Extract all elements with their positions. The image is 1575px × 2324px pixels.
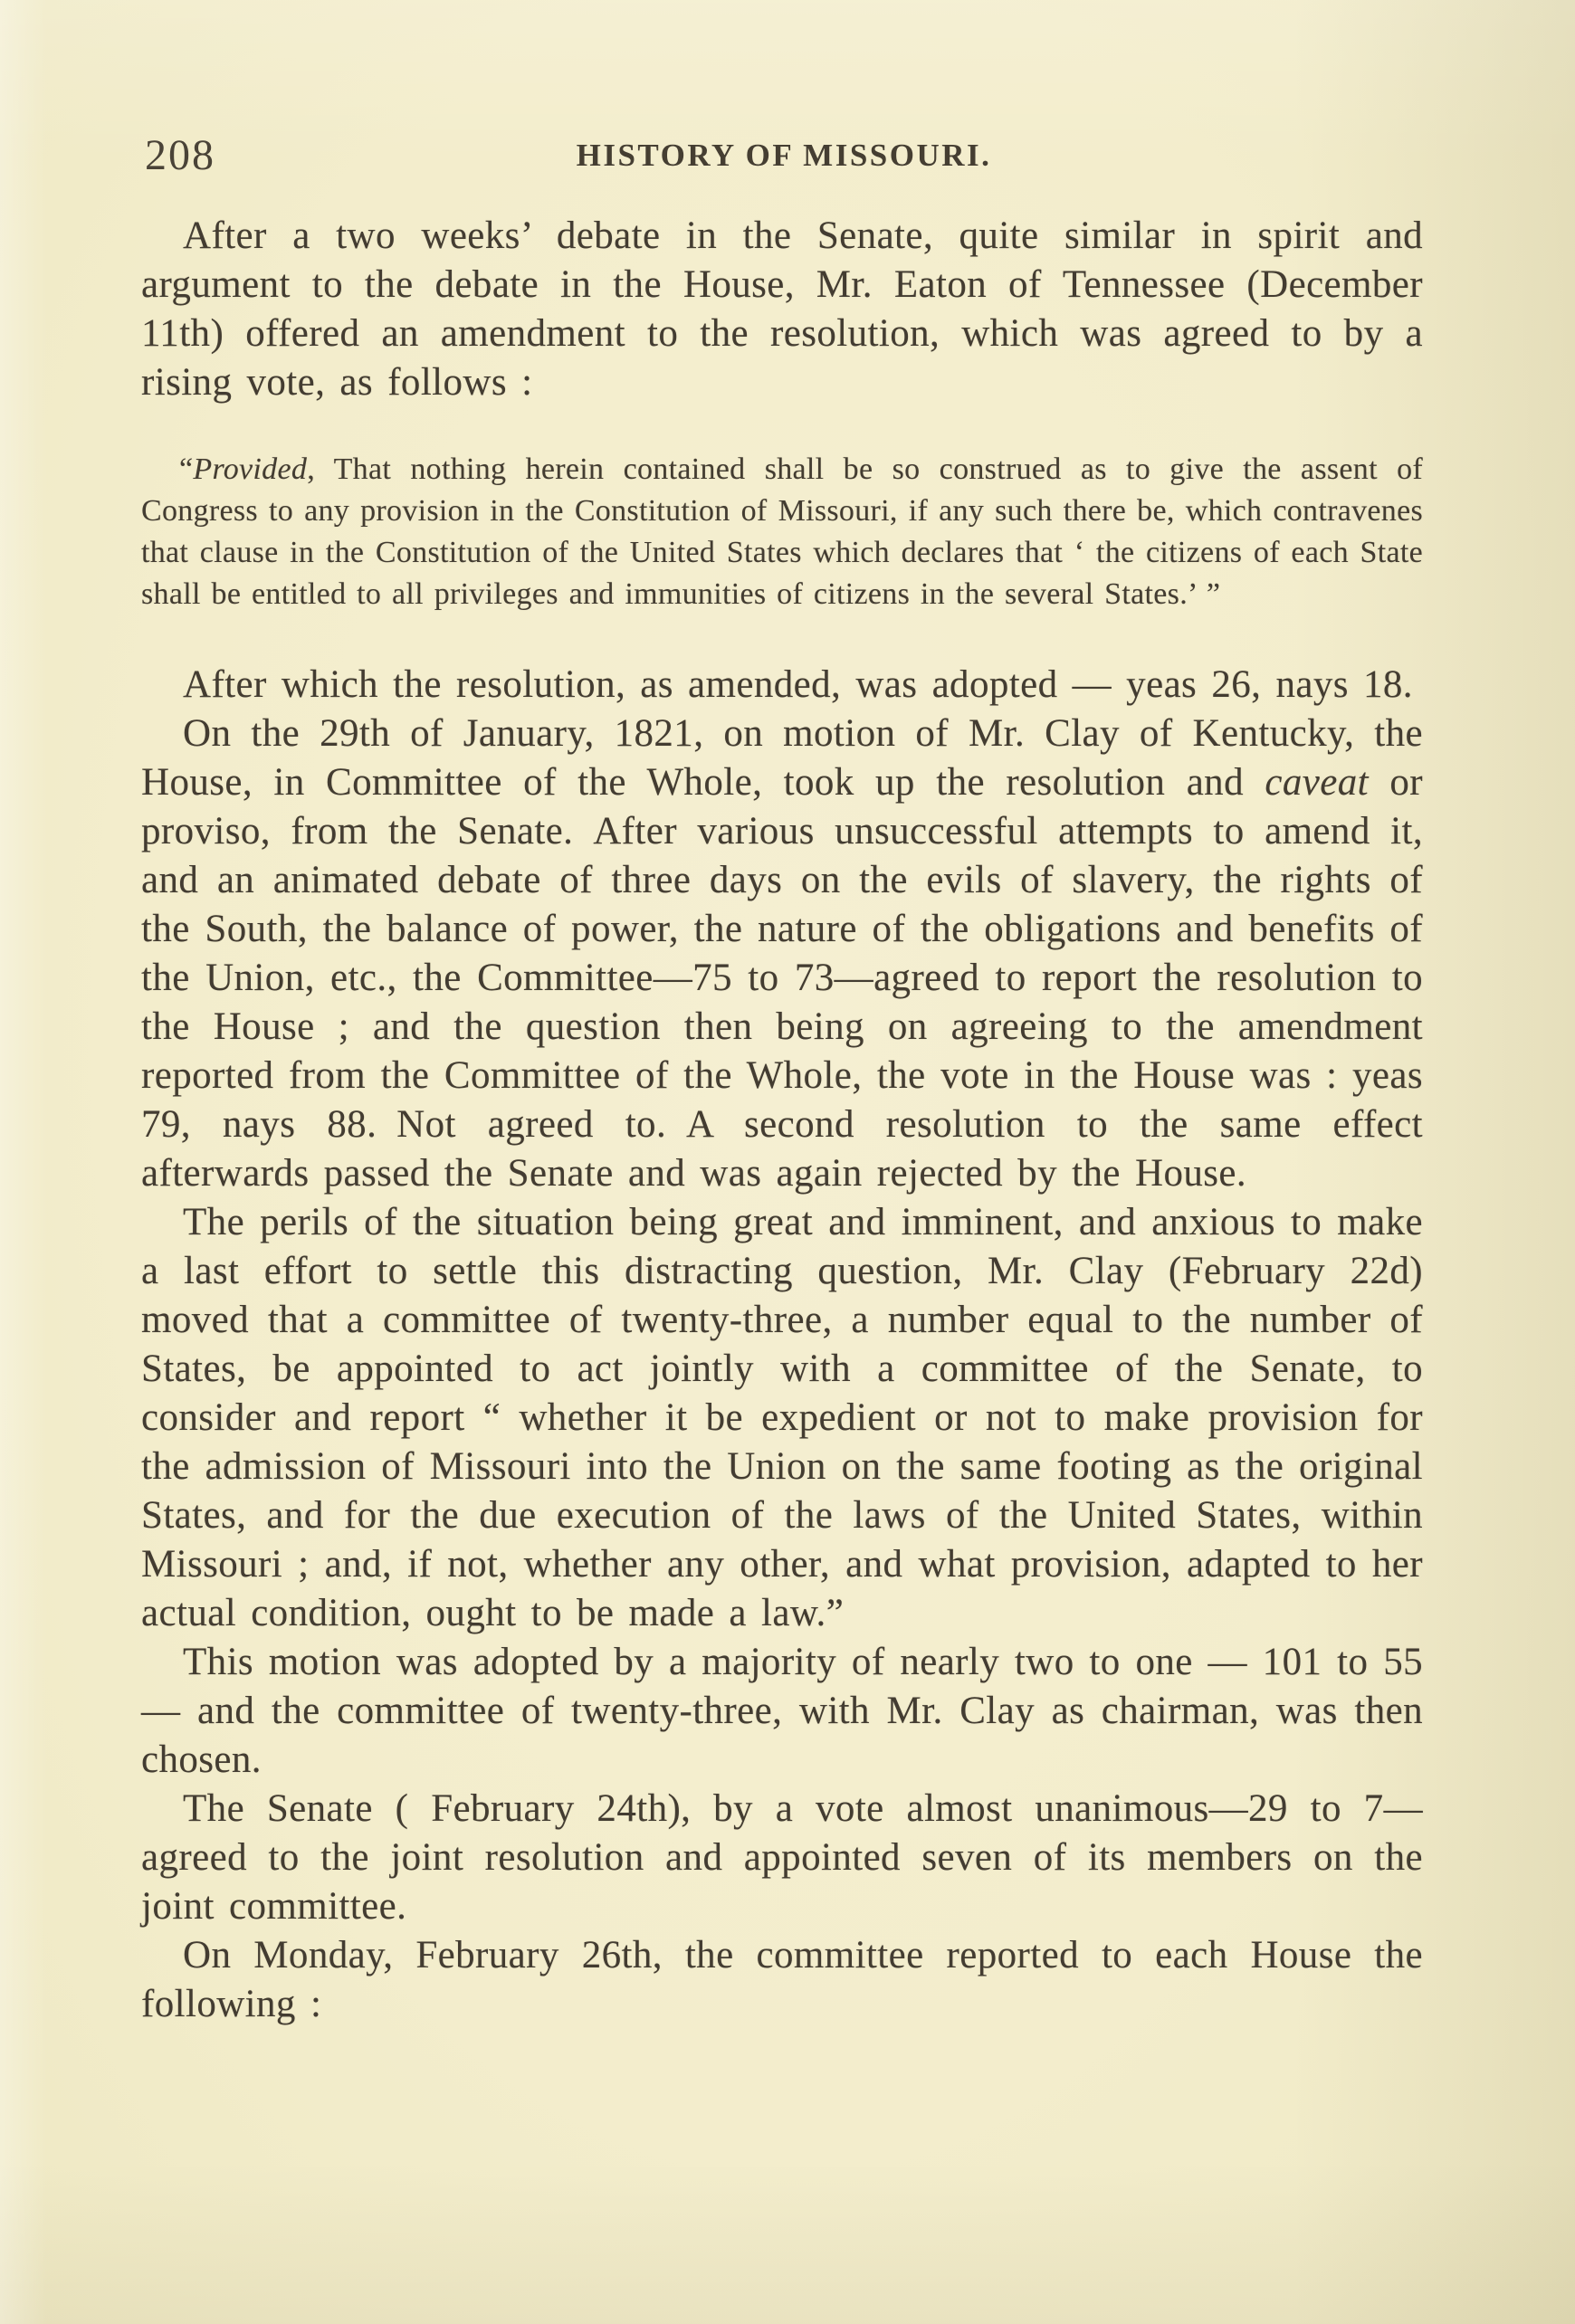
italic-text-run: caveat	[1265, 761, 1369, 804]
body-paragraph	[141, 710, 1423, 1198]
body-paragraph	[141, 1638, 1423, 1785]
text-run: or proviso, from the Senate. After various unsuccessful attempts to amend it, and an animated debate of three days on the evils of slavery, the rights of the South, the balance of power, the nature of the obligations and benefits of the Union, etc., the Committee—75 to 73—agreed to report the resolution to the House ; and the question then being on agreeing to the amendment reported from the Committee of the Whole, the vote in the House was : yeas 79, nays 88. Not agreed to. A second resolution to the same effect afterwards passed the Senate and was again rejected by the House.	[141, 761, 1423, 1195]
text-run: After which the resolution, as amended, was adopted — yeas 26, nays 18.	[183, 663, 1413, 706]
running-header: HISTORY OF MISSOURI.	[576, 138, 992, 173]
page-number: 208	[145, 131, 215, 179]
blockquote-paragraph	[141, 449, 1423, 615]
body-paragraph	[141, 212, 1423, 407]
text-run: On Monday, February 26th, the committee reported to each House the following :	[141, 1934, 1423, 2025]
italic-text-run: Provided	[193, 452, 308, 486]
body-paragraph	[141, 1785, 1423, 1931]
text-run: This motion was adopted by a majority of nearly two to one — 101 to 55 — and the committee of twenty-three, with Mr. Clay as chairman, was then chosen.	[141, 1641, 1423, 1781]
text-run: The Senate ( February 24th), by a vote almost unanimous—29 to 7—agreed to the joint resolution and appointed seven of its members on the joint committee.	[141, 1787, 1423, 1928]
text-run: The perils of the situation being great and imminent, and anxious to make a last effort to settle this distracting question, Mr. Clay (February 22d) moved that a committee of twenty-three, a number equal to the number of States, be appointed to act jointly with a committee of the Senate, to consider and report “ whether it be expedient or not to make provision for the admission of Missouri into the Union on the same footing as the original States, and for the due execution of the laws of the United States, within Missouri ; and, if not, whether any other, and what provision, adapted to her actual condition, ought to be made a law.”	[141, 1201, 1423, 1634]
text-run: “	[179, 452, 194, 486]
body-paragraph	[141, 661, 1423, 710]
text-run: , That nothing herein contained shall be so construed as to give the assent of Congress to any provision in the Constitution of Missouri, if any such there be, which contravenes that clause in the Constitution of the United States which declares that ‘ the citizens of each State shall be entitled to all privileges and immunities of citizens in the several States.’ ”	[141, 452, 1423, 611]
page-body	[141, 212, 1423, 2029]
body-paragraph	[141, 1931, 1423, 2029]
text-run: After a two weeks’ debate in the Senate, quite similar in spirit and argument to the debate in the House, Mr. Eaton of Tennessee (December 11th) offered an amendment to the resolution, which was agreed to by a rising vote, as follows :	[141, 214, 1423, 404]
text-run: On the 29th of January, 1821, on motion of Mr. Clay of Kentucky, the House, in Committee of the Whole, took up the resolution and	[141, 712, 1423, 804]
body-paragraph	[141, 1198, 1423, 1638]
